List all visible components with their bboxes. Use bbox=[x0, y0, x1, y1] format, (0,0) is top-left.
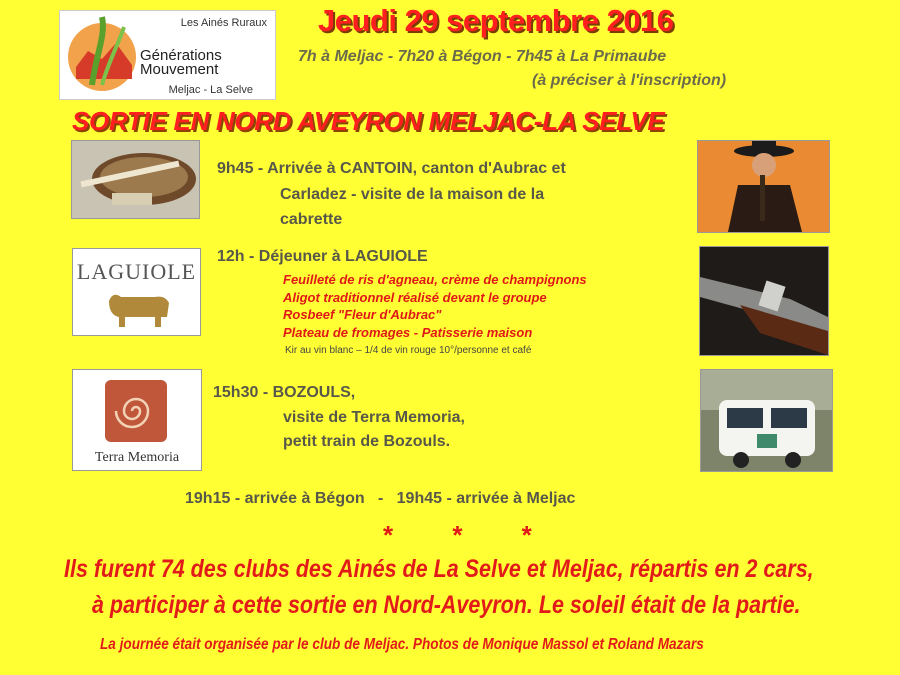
summary-line2: à participer à cette sortie en Nord-Aveyron. Le soleil était de la partie. bbox=[92, 591, 801, 619]
menu-item-4: Plateau de fromages - Patisserie maison bbox=[283, 325, 533, 340]
cabrette-photo bbox=[71, 140, 200, 219]
logo-brand-line1: Générations bbox=[140, 47, 222, 64]
laguiole-heading: 12h - Déjeuner à LAGUIOLE bbox=[217, 248, 428, 265]
return-times: 19h15 - arrivée à Bégon - 19h45 - arrivée à Meljac bbox=[185, 490, 576, 507]
generations-mouvement-logo bbox=[59, 10, 276, 100]
logo-bottom-text: Meljac - La Selve bbox=[168, 84, 253, 96]
logo-emblem-icon bbox=[62, 15, 142, 95]
bull-icon bbox=[103, 287, 173, 329]
separator-stars: * * * bbox=[383, 520, 558, 550]
cantoin-line3: cabrette bbox=[280, 211, 343, 228]
photo-credits: La journée était organisée par le club de Meljac. Photos de Monique Massol et Roland Mazars bbox=[100, 636, 704, 653]
logo-brand bbox=[140, 49, 222, 77]
cantoin-line2: Carladez - visite de la maison de la bbox=[280, 186, 545, 203]
bozouls-line1: 15h30 - BOZOULS, bbox=[213, 384, 356, 401]
menu-item-3: Rosbeef "Fleur d'Aubrac" bbox=[283, 307, 442, 322]
laguiole-knife-photo bbox=[699, 246, 829, 356]
departure-times: 7h à Meljac - 7h20 à Bégon - 7h45 à La Primaube bbox=[298, 48, 667, 65]
event-date: Jeudi 29 septembre 2016 bbox=[318, 3, 674, 38]
menu-item-2: Aligot traditionnel réalisé devant le groupe bbox=[283, 290, 547, 305]
cabrette-player-photo bbox=[697, 140, 830, 233]
spiral-icon bbox=[103, 378, 169, 444]
petit-train-photo bbox=[700, 369, 833, 472]
drinks-note: Kir au vin blanc – 1/4 de vin rouge 10°/personne et café bbox=[285, 345, 532, 356]
logo-brand-line2: Mouvement bbox=[140, 61, 219, 78]
menu-item-1: Feuilleté de ris d'agneau, crème de champignons bbox=[283, 272, 587, 287]
summary-line1: Ils furent 74 des clubs des Ainés de La Selve et Meljac, répartis en 2 cars, bbox=[64, 555, 814, 583]
logo-top-text: Les Ainés Ruraux bbox=[180, 17, 267, 29]
departure-note: (à préciser à l'inscription) bbox=[532, 72, 727, 89]
terra-memoria-logo bbox=[72, 369, 202, 471]
terra-memoria-text: Terra Memoria bbox=[94, 450, 180, 465]
bozouls-line3: petit train de Bozouls. bbox=[283, 433, 451, 450]
cantoin-line1: 9h45 - Arrivée à CANTOIN, canton d'Aubrac et bbox=[217, 160, 566, 177]
bozouls-line2: visite de Terra Memoria, bbox=[283, 409, 465, 426]
laguiole-logo bbox=[72, 248, 201, 336]
laguiole-logo-text: LAGUIOLE bbox=[76, 259, 197, 284]
outing-title: SORTIE EN NORD AVEYRON MELJAC-LA SELVE bbox=[72, 106, 665, 136]
